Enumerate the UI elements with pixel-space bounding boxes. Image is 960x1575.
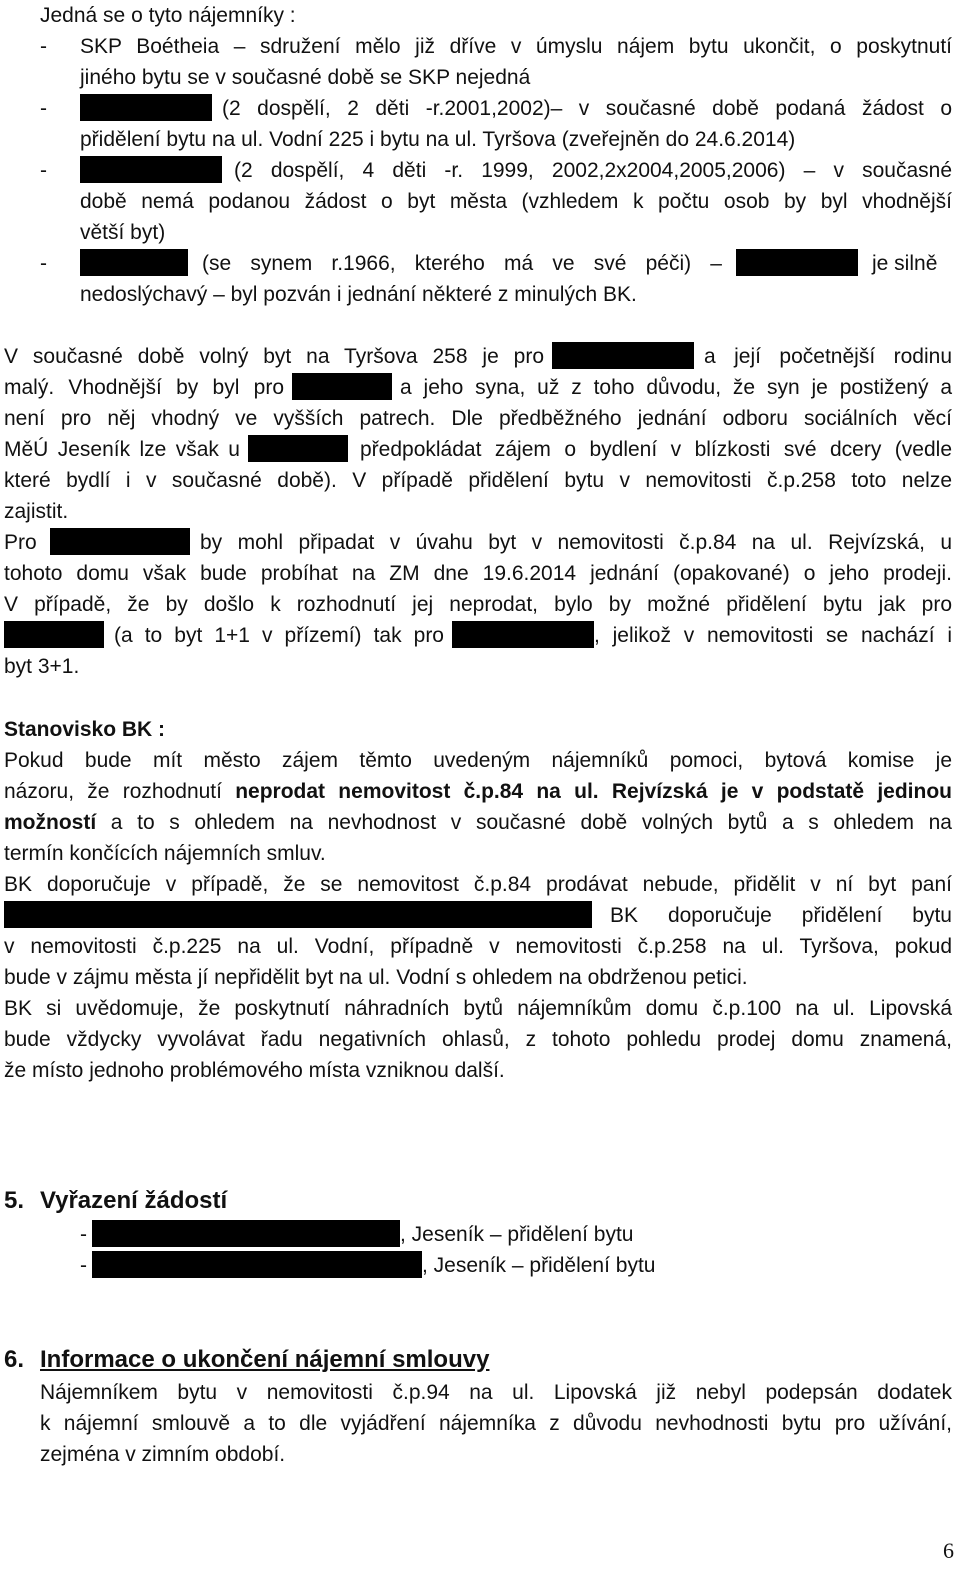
bold-text: Rejvízská je v podstatě jedinou [611, 780, 952, 803]
paragraph-text: MěÚ Jeseník lze však u [4, 438, 240, 461]
redacted-block [80, 248, 188, 279]
redacted-block [92, 1250, 422, 1281]
paragraph-text: , jelikož v nemovitosti se nachází i [594, 624, 952, 647]
list-item-dash: - [40, 252, 47, 275]
paragraph-text: termín končících nájemních smluv. [4, 842, 326, 865]
redacted-block [80, 93, 212, 124]
list-item-text: je silně [872, 252, 938, 275]
list-item-text: (2 dospělí, 4 děti -r. 1999, 2002,2x2004,2005,2006) – v současné [234, 159, 952, 182]
paragraph-text: BK doporučuje v případě, že se nemovitost č.p.84 prodávat nebude, přidělit v ní byt paní [4, 873, 952, 896]
redacted-block [4, 620, 104, 651]
list-item-dash: - [80, 1223, 87, 1246]
paragraph-text: v nemovitosti č.p.225 na ul. Vodní, případně v nemovitosti č.p.258 na ul. Tyršova, pokud [4, 935, 952, 958]
paragraph-text: zajistit. [4, 500, 69, 523]
list-item-text: (2 dospělí, 2 děti -r.2001,2002)– v současné době podaná žádost o [222, 97, 952, 120]
paragraph-text: Nájemníkem bytu v nemovitosti č.p.94 na ul. Lipovská již nebyl podepsán dodatek [40, 1381, 952, 1404]
paragraph-text: že místo jednoho problémového místa vzniknou další. [4, 1059, 505, 1082]
intro-title: Jedná se o tyto nájemníky : [40, 4, 296, 27]
paragraph-text: BK si uvědomuje, že poskytnutí náhradních bytů nájemníkům domu č.p.100 na ul. Lipovská [4, 997, 952, 1020]
stanovisko-title: Stanovisko BK : [4, 718, 166, 741]
list-item-text: , Jeseník – přidělení bytu [422, 1254, 656, 1277]
paragraph-text: není pro něj vhodný ve vyšších patrech. Dle předběžného jednání odboru sociálních věcí [4, 407, 952, 430]
paragraph-text: (a to byt 1+1 v přízemí) tak pro [114, 624, 444, 647]
list-item-text: , Jeseník – přidělení bytu [400, 1223, 634, 1246]
paragraph-text: V případě, že by došlo k rozhodnutí jej neprodat, bylo by možné přidělení bytu jak pro [4, 593, 952, 616]
paragraph-text: a jeho syna, už z toho důvodu, že syn je postižený a [400, 376, 952, 399]
redacted-block [452, 620, 594, 651]
paragraph-text: předpokládat zájem o bydlení v blízkosti své dcery (vedle [360, 438, 952, 461]
paragraph-text: které bydlí i v současné době). V případě přidělení bytu v nemovitosti č.p.258 toto nelze [4, 469, 952, 492]
paragraph-text: a její početnější rodinu [704, 345, 952, 368]
paragraph-text: by mohl připadat v úvahu byt v nemovitosti č.p.84 na ul. Rejvízská, u [200, 531, 952, 554]
redacted-block [248, 434, 348, 465]
section-number: 5. [4, 1187, 25, 1214]
list-item-dash: - [80, 1254, 87, 1277]
paragraph-text [4, 776, 952, 807]
redacted-block [736, 248, 858, 279]
paragraph-text: Pro [4, 531, 37, 554]
paragraph-text: tohoto domu však bude probíhat na ZM dne 19.6.2014 jednání (opakované) o jeho prodeji. [4, 562, 952, 585]
section-title: Vyřazení žádostí [40, 1187, 228, 1214]
list-item-text: době nemá podanou žádost o byt města (vzhledem k počtu osob by byl vhodnější [80, 190, 952, 213]
paragraph-text: k nájemní smlouvě a to dle vyjádření nájemníka z důvodu nevhodnosti bytu pro užívání, [40, 1412, 952, 1435]
redacted-block [50, 527, 190, 558]
list-item-text: SKP Boétheia – sdružení mělo již dříve v úmyslu nájem bytu ukončit, o poskytnutí [80, 35, 952, 58]
paragraph-text [4, 807, 952, 838]
list-item-text: jiného bytu se v současné době se SKP nejedná [80, 66, 531, 89]
paragraph-text: Pokud bude mít město zájem těmto uvedeným nájemníků pomoci, bytová komise je [4, 749, 952, 772]
list-item-text: (se synem r.1966, kterého má ve své péči) – [202, 252, 722, 275]
list-item-dash: - [40, 159, 47, 182]
paragraph-text: zejména v zimním období. [40, 1443, 286, 1466]
redacted-block [4, 900, 592, 931]
bold-text: možností [4, 811, 97, 834]
paragraph-text: a to s ohledem na nevhodnost v současné době volných bytů a s ohledem na [96, 811, 952, 834]
list-item-text: větší byt) [80, 221, 166, 244]
paragraph-text: malý. Vhodnější by byl pro [4, 376, 284, 399]
paragraph-text: BK doporučuje přidělení bytu [610, 904, 952, 927]
list-item-dash: - [40, 35, 47, 58]
redacted-block [292, 372, 392, 403]
paragraph-text: byt 3+1. [4, 655, 80, 678]
list-item-dash: - [40, 97, 47, 120]
list-item-text: nedoslýchavý – byl pozván i jednání některé z minulých BK. [80, 283, 637, 306]
bold-text: neprodat nemovitost č.p.84 na ul. [235, 780, 599, 803]
list-item-text: přidělení bytu na ul. Vodní 225 i bytu na ul. Tyršova (zveřejněn do 24.6.2014) [80, 128, 796, 151]
paragraph-text: názoru, že rozhodnutí [4, 780, 236, 803]
section-title-text: Informace o ukončení nájemní smlouvy [40, 1346, 490, 1373]
paragraph-text: bude vždycky vyvolávat řadu negativních ohlasů, z tohoto pohledu prodej domu znamená, [4, 1028, 952, 1051]
section-number: 6. [4, 1346, 25, 1373]
section-title [40, 1343, 489, 1377]
redacted-block [80, 155, 222, 186]
paragraph-text: V současné době volný byt na Tyršova 258 je pro [4, 345, 544, 368]
redacted-block [92, 1219, 400, 1250]
redacted-block [552, 341, 694, 372]
paragraph-text: bude v zájmu města jí nepřidělit byt na ul. Vodní s ohledem na obdrženou petici. [4, 966, 748, 989]
page-number: 6 [943, 1538, 954, 1563]
